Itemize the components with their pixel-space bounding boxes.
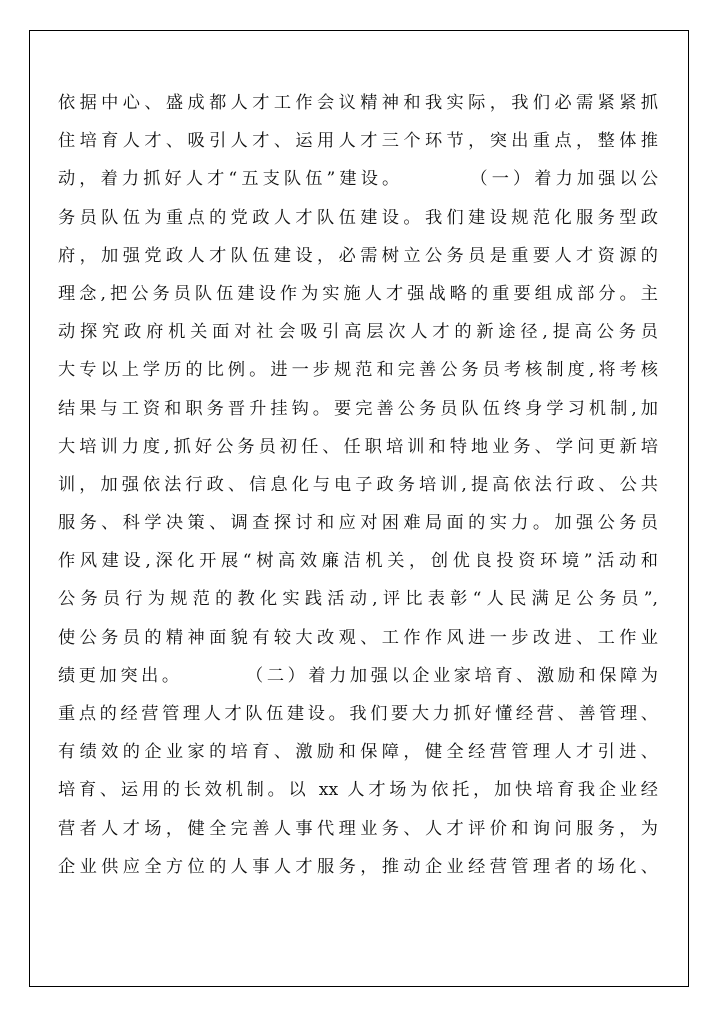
text-line-18: 有绩效的企业家的培育、激励和保障，健全经营管理人才引进、 [58,742,658,763]
text-line-14: 公务员行为规范的教化实践活动,评比表彰“人民满足公务员”, [58,589,658,610]
text-line-15: 使公务员的精神面貌有较大改观、工作作风进一步改进、工作业 [58,627,658,648]
document-body [58,84,658,886]
text-line-16: 绩更加突出。 （二）着力加强以企业家培育、激励和保障为 [58,665,658,686]
text-line-13: 作风建设,深化开展“树高效廉洁机关，创优良投资环境”活动和 [58,551,658,572]
text-line-9: 结果与工资和职务晋升挂钩。要完善公务员队伍终身学习机制,加 [58,398,658,419]
text-line-5: 府，加强党政人才队伍建设，必需树立公务员是重要人才资源的 [58,245,658,266]
text-line-20: 营者人才场，健全完善人事代理业务、人才评价和询问服务，为 [58,818,658,839]
text-line-4: 务员队伍为重点的党政人才队伍建设。我们建设规范化服务型政 [58,207,658,228]
text-line-8: 大专以上学历的比例。进一步规范和完善公务员考核制度,将考核 [58,360,658,381]
text-line-11: 训，加强依法行政、信息化与电子政务培训,提高依法行政、公共 [58,474,658,495]
text-line-21: 企业供应全方位的人事人才服务，推动企业经营管理者的场化、 [58,856,658,877]
text-line-7: 动探究政府机关面对社会吸引高层次人才的新途径,提高公务员 [58,322,658,343]
text-line-6: 理念,把公务员队伍建设作为实施人才强战略的重要组成部分。主 [58,283,658,304]
text-line-19: 培育、运用的长效机制。以 xx 人才场为依托，加快培育我企业经 [58,780,658,801]
text-line-17: 重点的经营管理人才队伍建设。我们要大力抓好懂经营、善管理、 [58,704,658,724]
text-line-12: 服务、科学决策、调查探讨和应对困难局面的实力。加强公务员 [58,513,658,534]
text-line-10: 大培训力度,抓好公务员初任、任职培训和特地业务、学问更新培 [58,436,658,457]
text-line-2: 住培育人才、吸引人才、运用人才三个环节，突出重点，整体推 [58,131,658,152]
text-line-1: 依据中心、盛成都人才工作会议精神和我实际，我们必需紧紧抓 [58,93,658,113]
text-line-3: 动，着力抓好人才“五支队伍”建设。 （一）着力加强以公 [58,169,658,190]
